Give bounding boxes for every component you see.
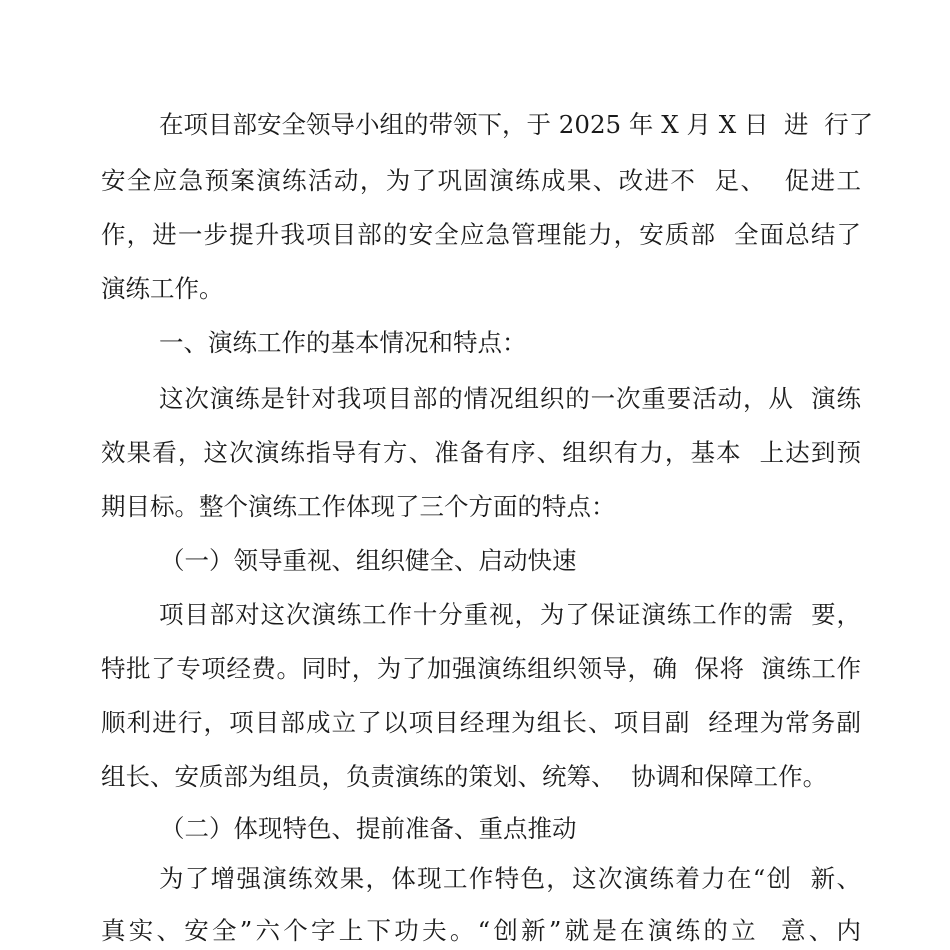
paragraph-intro-line-2: 安全应急预案演练活动，为了巩固演练成果、改进不 足、 促进工 xyxy=(101,166,861,195)
paragraph-overview-line-2: 效果看，这次演练指导有方、准备有序、组织有力，基本 上达到预 xyxy=(101,438,861,467)
subheading-1: （一）领导重视、组织健全、启动快速 xyxy=(160,546,577,575)
paragraph-features-line-2: 真实、安全”六个字上下功夫。“创新”就是在演练的立 意、内 xyxy=(101,916,861,945)
paragraph-overview-line-3: 期目标。整个演练工作体现了三个方面的特点： xyxy=(101,492,616,521)
section-heading-1: 一、演练工作的基本情况和特点： xyxy=(159,328,527,357)
paragraph-overview-line-1: 这次演练是针对我项目部的情况组织的一次重要活动，从 演练 xyxy=(159,384,861,413)
paragraph-intro-line-1: 在项目部安全领导小组的带领下，于 2025 年 X 月 X 日 进 行了 xyxy=(159,110,874,139)
paragraph-leadership-line-4: 组长、安质部为组员，负责演练的策划、统筹、 协调和保障工作。 xyxy=(101,762,828,791)
paragraph-features-line-1: 为了增强演练效果，体现工作特色，这次演练着力在“创 新、 xyxy=(159,864,861,893)
subheading-2: （二）体现特色、提前准备、重点推动 xyxy=(160,814,577,843)
paragraph-leadership-line-2: 特批了专项经费。同时，为了加强演练组织领导，确 保将 演练工作 xyxy=(101,654,861,683)
paragraph-intro-line-4: 演练工作。 xyxy=(101,274,224,303)
paragraph-leadership-line-3: 顺利进行，项目部成立了以项目经理为组长、项目副 经理为常务副 xyxy=(101,708,861,737)
paragraph-leadership-line-1: 项目部对这次演练工作十分重视，为了保证演练工作的需 要， xyxy=(159,600,861,629)
paragraph-intro-line-3: 作，进一步提升我项目部的安全应急管理能力，安质部 全面总结了 xyxy=(101,220,861,249)
